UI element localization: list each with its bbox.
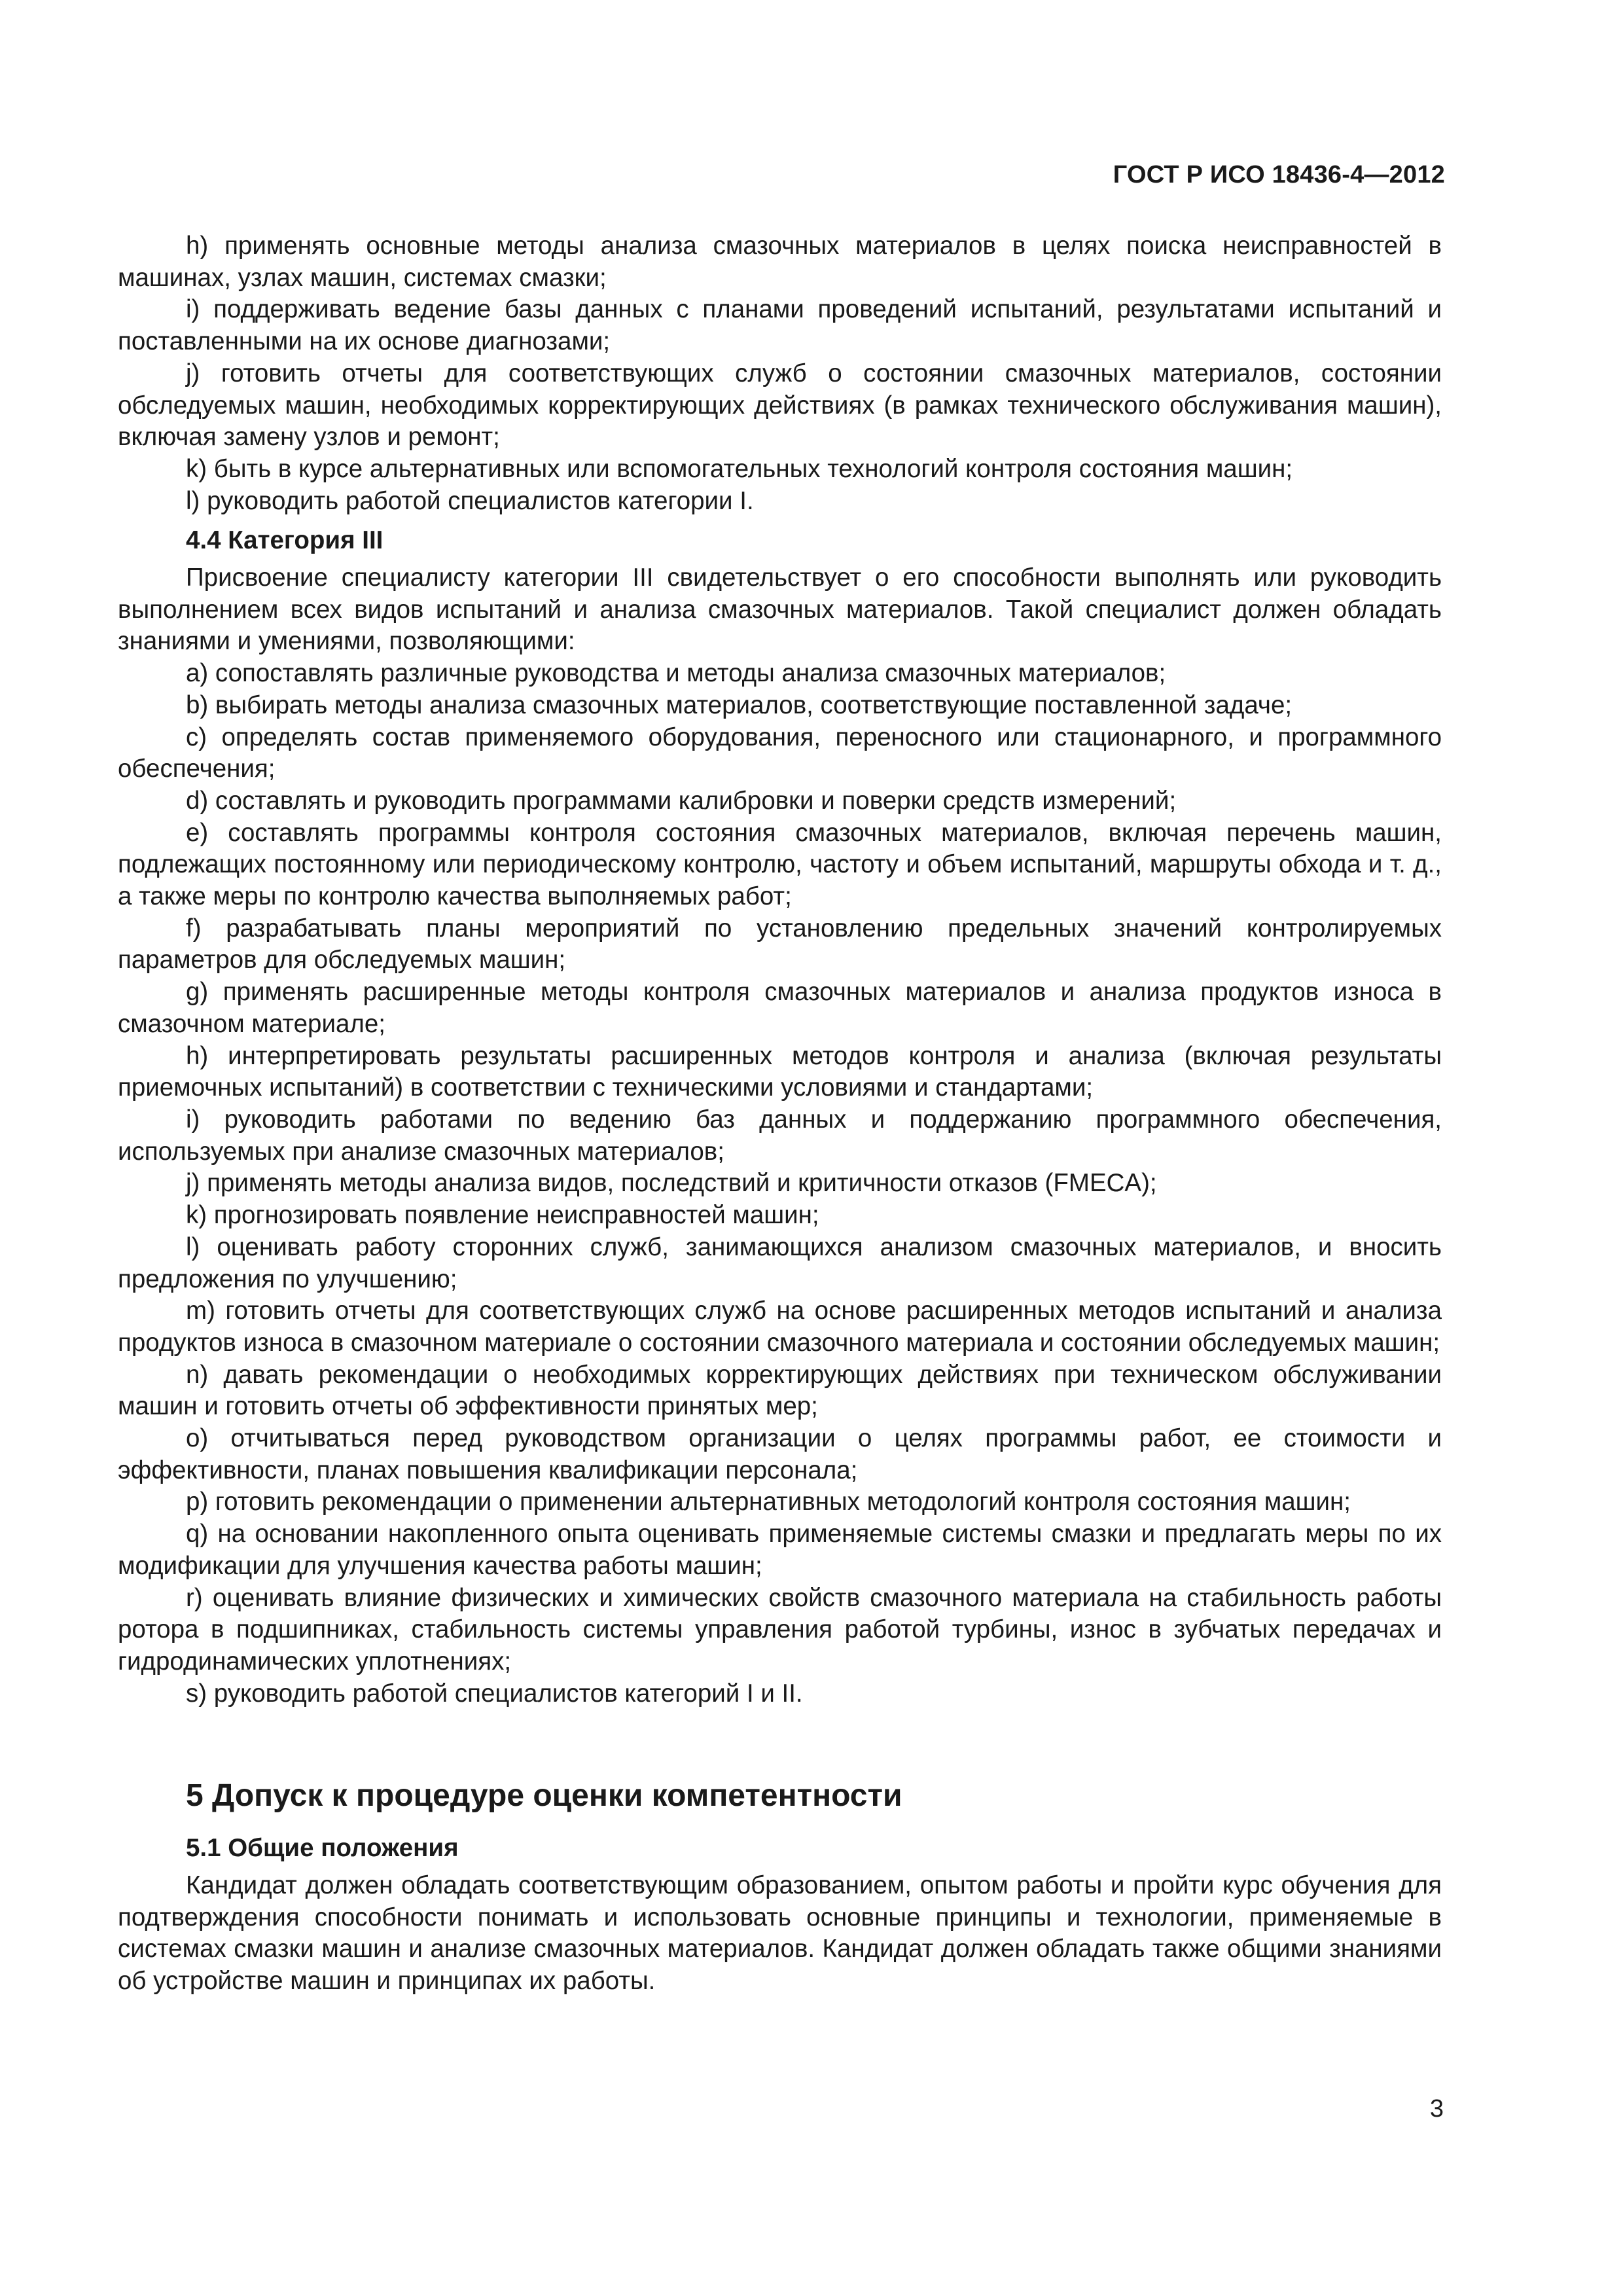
subsection-heading-5-1: 5.1 Общие положения <box>186 1834 459 1863</box>
list-item: f) разрабатывать планы мероприятий по установлению предельных значений контролируемых параметров для обследуемых машин; <box>118 914 1442 975</box>
document-header: ГОСТ Р ИСО 18436-4—2012 <box>1113 161 1445 188</box>
list-top <box>118 230 1442 517</box>
list-item: i) руководить работами по ведению баз данных и поддержанию программного обеспечения, используемых при анализе смазочных материалов; <box>118 1105 1442 1166</box>
list-item: p) готовить рекомендации о применении альтернативных методологий контроля состояния машин; <box>186 1488 1351 1516</box>
list-item: l) руководить работой специалистов категории I. <box>186 486 754 515</box>
list-item: c) определять состав применяемого оборудования, переносного или стационарного, и программного обеспечения; <box>118 723 1442 783</box>
list-item: o) отчитываться перед руководством организации о целях программы работ, ее стоимости и эффективности, планах повышения квалификации персонала; <box>118 1424 1442 1484</box>
list-item: s) руководить работой специалистов категорий I и II. <box>186 1679 803 1708</box>
list-item: n) давать рекомендации о необходимых корректирующих действиях при техническом обслуживании машин и готовить отчеты об эффективности принятых мер; <box>118 1360 1442 1421</box>
page-content <box>118 230 1442 1998</box>
section-intro: Присвоение специалисту категории III свидетельствует о его способности выполнять или руководить выполнением всех видов испытаний и анализа смазочных материалов. Такой специалист должен обладать знаниями и умениями, позволяющими: <box>118 564 1442 656</box>
list-item: l) оценивать работу сторонних служб, занимающихся анализом смазочных материалов, и вносить предложения по улучшению; <box>118 1232 1442 1293</box>
list-item: j) готовить отчеты для соответствующих служб о состоянии смазочных материалов, состоянии обследуемых машин, необходимых корректирующих действиях (в рамках технического обслуживания машин), включая замену узлов и ремонт; <box>118 359 1442 452</box>
section-heading-4-4: 4.4 Категория III <box>186 526 383 555</box>
list-item: e) составлять программы контроля состояния смазочных материалов, включая перечень машин, подлежащих постоянному или периодическому контролю, частоту и объем испытаний, маршруты обхода и т. д., а также меры по контролю качества выполняемых работ; <box>118 818 1442 911</box>
list-item: h) применять основные методы анализа смазочных материалов в целях поиска неисправностей в машинах, узлах машин, системах смазки; <box>118 232 1442 292</box>
list-item: m) готовить отчеты для соответствующих служб на основе расширенных методов испытаний и анализа продуктов износа в смазочном материале о состоянии смазочного материала и состоянии обследуемых машин; <box>118 1297 1442 1357</box>
list-item: j) применять методы анализа видов, последствий и критичности отказов (FMECA); <box>186 1169 1157 1198</box>
page-number: 3 <box>1429 2095 1444 2123</box>
list-item: d) составлять и руководить программами калибровки и поверки средств измерений; <box>186 786 1177 815</box>
list-item: k) быть в курсе альтернативных или вспомогательных технологий контроля состояния машин; <box>186 454 1293 483</box>
section-heading-5: 5 Допуск к процедуре оценки компетентности <box>186 1778 902 1814</box>
list-item: b) выбирать методы анализа смазочных материалов, соответствующие поставленной задаче; <box>186 691 1293 719</box>
list-category-3 <box>118 658 1442 1710</box>
list-item: i) поддерживать ведение базы данных с планами проведений испытаний, результатами испытаний и поставленными на их основе диагнозами; <box>118 295 1442 356</box>
list-item: a) сопоставлять различные руководства и методы анализа смазочных материалов; <box>186 659 1166 688</box>
list-item: r) оценивать влияние физических и химических свойств смазочного материала на стабильность работы ротора в подшипниках, стабильность системы управления работой турбины, износ в зубчатых передачах и гидродинамических уплотнениях; <box>118 1583 1442 1676</box>
list-item: q) на основании накопленного опыта оценивать применяемые системы смазки и предлагать меры по их модификации для улучшения качества работы машин; <box>118 1520 1442 1580</box>
list-item: k) прогнозировать появление неисправностей машин; <box>186 1201 819 1230</box>
list-item: h) интерпретировать результаты расширенных методов контроля и анализа (включая результаты приемочных испытаний) в соответствии с техническими условиями и стандартами; <box>118 1041 1442 1102</box>
section-paragraph: Кандидат должен обладать соответствующим образованием, опытом работы и пройти курс обучения для подтверждения способности понимать и использовать основные принципы и технологии, применяемые в системах смазки машин и анализе смазочных материалов. Кандидат должен обладать также общими знаниями об устройстве машин и принципах их работы. <box>118 1871 1442 1996</box>
list-item: g) применять расширенные методы контроля смазочных материалов и анализа продуктов износа в смазочном материале; <box>118 978 1442 1038</box>
